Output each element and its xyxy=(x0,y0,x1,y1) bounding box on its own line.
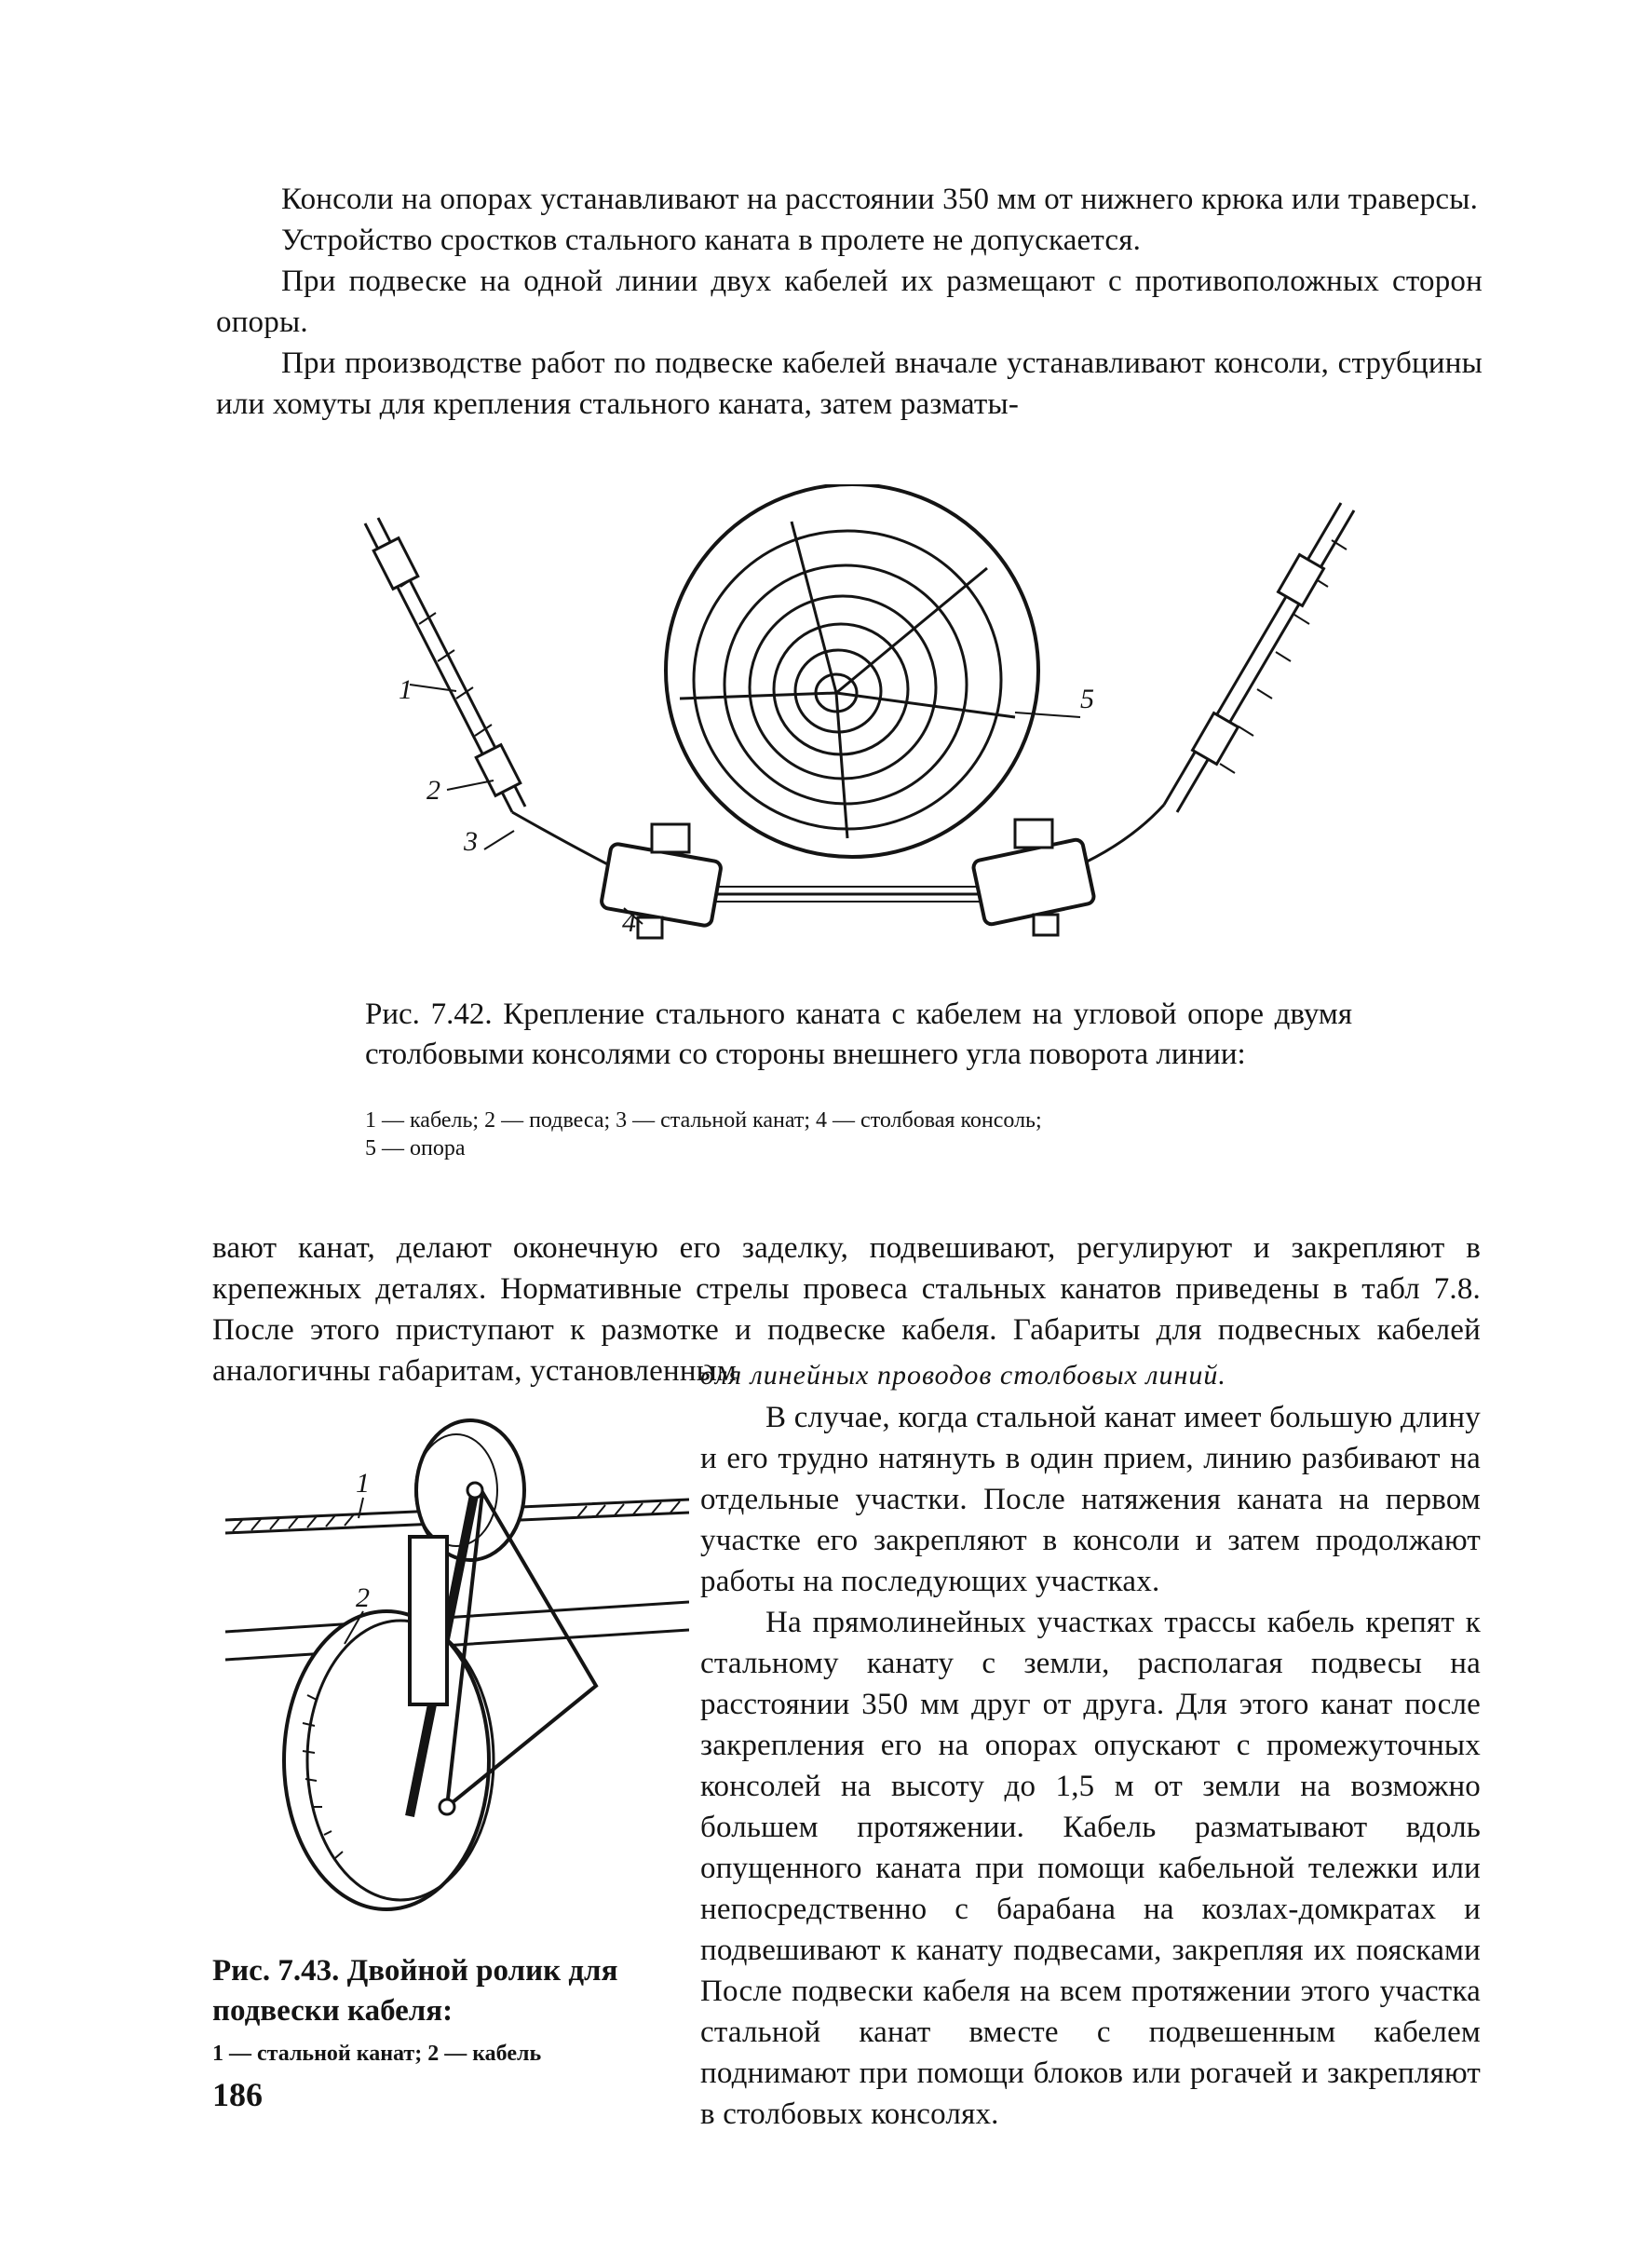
legend-line: 5 — опора xyxy=(365,1136,466,1160)
paragraph: При производстве работ по подвеске кабелей вначале устанавливают консоли, струбцины или хомуты для крепления стального каната, затем разматы- xyxy=(216,346,1483,421)
figure-7-43-drawing xyxy=(223,1416,689,1937)
paragraph: Консоли на опорах устанавливают на расстоянии 350 мм от нижнего крюка или траверсы. xyxy=(281,183,1479,216)
middle-paragraph: вают канат, делают оконечную его заделку, подвешивают, регулируют и закрепляют в крепежных деталях. Нормативные стрелы провеса стальных канатов приведены в табл 7.8. После этого приступают к размотке и подвеске кабеля. Габариты для подвесных кабелей аналогичны габаритам, установленным xyxy=(212,1231,1481,1388)
right-console xyxy=(972,820,1095,935)
right-column-text xyxy=(700,1397,1481,2135)
paragraph: При подвеске на одной линии двух кабелей их размещают с противоположных сторон опоры. xyxy=(216,265,1483,339)
page-number: 186 xyxy=(212,2076,263,2113)
paragraph: В случае, когда стальной канат имеет большую длину и его трудно натянуть в один прием, линию разбивают на отдельные участки. После натяжения каната на первом участке его закрепляют в консоли и затем продолжают работы на последующих участках. xyxy=(700,1401,1481,1598)
paragraph: Устройство сростков стального каната в пролете не допускается. xyxy=(281,224,1142,257)
figure-label-2: 2 xyxy=(356,1582,370,1613)
figure-label-1: 1 xyxy=(399,674,413,705)
pole-cross-section xyxy=(666,484,1038,857)
figure-7-42-caption: Рис. 7.42. Крепление стального каната с кабелем на угловой опоре двумя столбовыми консолями со стороны внешнего угла поворота линии: xyxy=(365,998,1352,1071)
paragraph: На прямолинейных участках трассы кабель крепят к стальному канату с земли, располагая подвесы на расстоянии 350 мм друг от друга. Для этого канат после закрепления его на опорах опускают с промежуточных консолей на высоту до 1,5 м от земли на возможно большем протяжении. Кабель разматывают вдоль опущенного каната при помощи кабельной тележки или непосредственно с барабана на козлах-домкратах и подвешивают к канату подвесами, закрепляя их поясками После подвески кабеля на всем протяжении этого участка стальной канат вместе с подвешенным кабелем поднимают при помощи блоков или рогачей и закрепляют в столбовых консолях. xyxy=(700,1606,1481,2131)
figure-label-1: 1 xyxy=(356,1468,370,1499)
figure-label-4: 4 xyxy=(622,907,636,938)
figure-label-2: 2 xyxy=(427,775,440,806)
figure-label-5: 5 xyxy=(1080,684,1094,714)
figure-label-3: 3 xyxy=(464,826,478,857)
figure-7-42-legend xyxy=(365,1106,1352,1162)
left-cable xyxy=(365,518,525,812)
figure-7-43-caption: Рис. 7.43. Двойной ролик для подвески кабеля: xyxy=(212,1954,618,2028)
top-text-block xyxy=(216,179,1483,425)
right-cable xyxy=(1164,503,1354,812)
figure-7-42-drawing xyxy=(345,484,1369,950)
middle-italic-line: для линейных проводов столбовых линий. xyxy=(700,1360,1226,1391)
figure-7-43-legend: 1 — стальной канат; 2 — кабель xyxy=(212,2042,542,2066)
legend-line: 1 — кабель; 2 — подвеса; 3 — стальной канат; 4 — столбовая консоль; xyxy=(365,1108,1042,1133)
left-console xyxy=(601,824,722,938)
